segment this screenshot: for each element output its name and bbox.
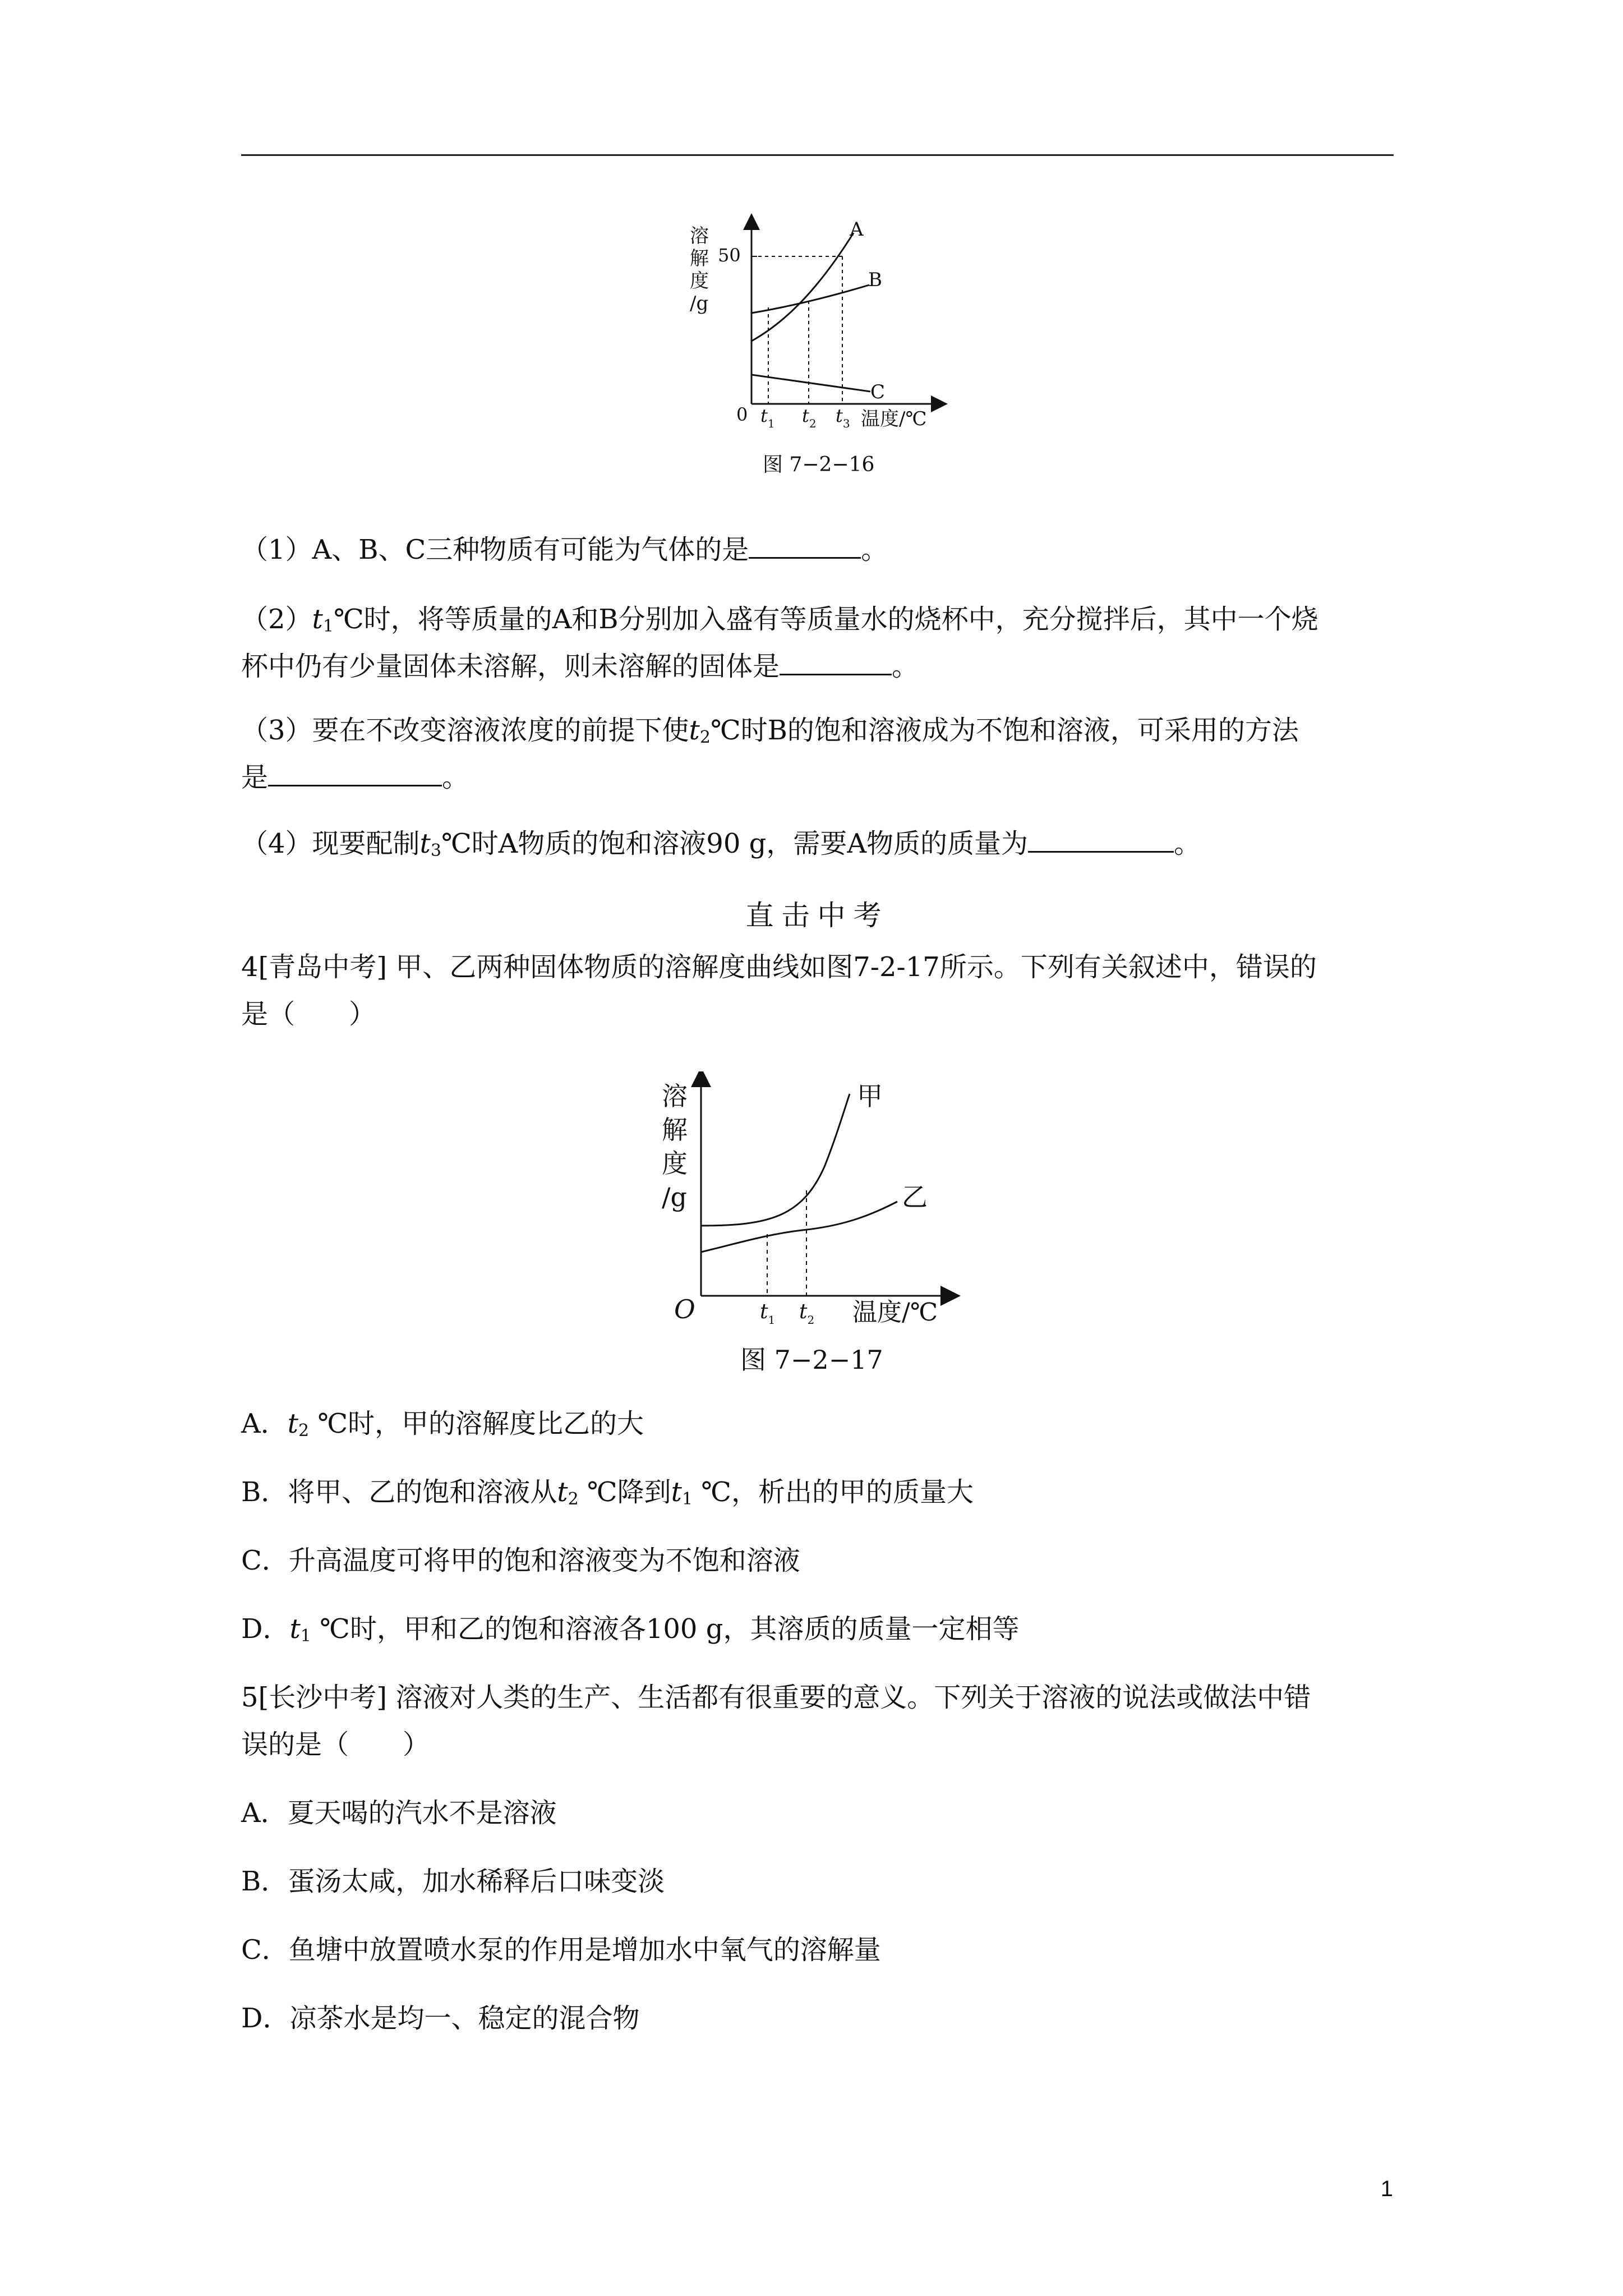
q3-part4-text-b: ℃时A物质的饱和溶液90 g，需要A物质的质量为 [441,828,1029,859]
t-symbol: t [287,1408,298,1439]
y-axis-label-2: 解 [690,247,709,270]
t-subscript: 1 [300,1626,311,1646]
t-subscript: 3 [430,841,441,861]
t-subscript: 2 [699,728,711,747]
option-label: A． [241,1408,288,1439]
q3-part3-text-b: ℃时B的饱和溶液成为不饱和溶液，可采用的方法 [710,715,1299,746]
answer-blank[interactable] [749,532,861,559]
y-axis-label-3: 度 [662,1148,688,1179]
q4-stem-line2: 是（ ） [241,999,376,1030]
tick-t1: $t_1$ [760,405,775,430]
option-text: ℃时，甲和乙的饱和溶液各100 g，其溶质的质量一定相等 [311,1613,1020,1645]
q3-part4 [241,820,1394,875]
q4-option-b [241,1469,1394,1523]
y-axis-label-3: 度 [690,270,709,292]
q3-part2-end: 。 [892,651,919,682]
option-text-mid: ℃降到 [578,1476,671,1508]
t-symbol: t [312,604,323,635]
y-axis-label-4: /g [690,292,709,315]
answer-blank[interactable] [780,649,892,675]
option-text-end: ℃，析出的甲的质量大 [693,1476,974,1508]
origin-label: O [674,1294,695,1324]
curve-c [751,375,870,392]
curve-a [751,233,854,341]
q4-option-d [241,1605,1394,1660]
origin-label: 0 [736,404,748,425]
t-subscript: 1 [681,1489,693,1509]
q5-option-b: B．蛋汤太咸，加水稀释后口味变淡 [241,1866,665,1897]
figure-7-2-16 [662,213,953,482]
q3-part2-label: （2） [241,604,312,635]
y-axis-label-2: 解 [662,1115,688,1145]
q5-option-c: C．鱼塘中放置喷水泵的作用是增加水中氧气的溶解量 [241,1934,881,1966]
curve-label-c: C [870,381,886,403]
answer-blank[interactable] [268,760,442,786]
solubility-chart-abc [662,213,953,482]
curve-label-yi: 乙 [902,1182,928,1212]
section-title: 直击中考 [745,899,889,932]
curve-yi [701,1202,897,1252]
t-subscript: 2 [568,1489,579,1509]
q3-part3-end: 。 [442,762,469,793]
figure-7-2-17 [656,1071,970,1386]
t-symbol: t [689,715,700,746]
answer-blank[interactable] [1028,826,1174,853]
q3-part3-line1 [241,707,1394,761]
figure-caption: 图 7−2−16 [763,453,875,476]
q3-part4-end: 。 [1174,828,1201,859]
t-symbol: t [419,828,431,859]
q3-part1 [241,526,1394,573]
curve-b [751,285,869,313]
q5-stem-line1: 5[长沙中考] 溶液对人类的生产、生活都有很重要的意义。下列关于溶液的说法或做法中错 [241,1682,1311,1713]
tick-t1: $t_1$ [760,1300,776,1327]
tick-t3: $t_3$ [836,405,850,430]
option-label: D． [241,1613,290,1645]
page-number: 1 [1380,2177,1393,2201]
option-text: B．将甲、乙的饱和溶液从 [241,1476,557,1508]
t-symbol: t [671,1476,682,1508]
q3-part4-text: （4）现要配制 [241,828,420,859]
q3-part2-line2 [241,643,1394,690]
q4-option-a [241,1400,1394,1455]
y-axis-label-1: 溶 [662,1081,688,1111]
q3-part2-text2: 杯中仍有少量固体未溶解，则未溶解的固体是 [241,651,780,682]
x-axis-label: 温度/℃ [852,1298,938,1327]
x-axis-label: 温度/℃ [861,408,927,430]
curve-label-b: B [868,269,882,291]
header-rule [241,154,1394,156]
q3-part3-text2: 是 [241,762,269,793]
q4-stem-line1: 4[青岛中考] 甲、乙两种固体物质的溶解度曲线如图7-2-17所示。下列有关叙述中，错误的 [241,951,1317,983]
curve-label-jia: 甲 [857,1081,883,1111]
tick-t2: $t_2$ [802,405,817,430]
t-subscript: 2 [298,1421,310,1441]
curve-jia [701,1094,850,1226]
q3-part1-end: 。 [861,534,888,565]
figure-caption: 图 7−2−17 [740,1345,883,1375]
q3-part3-text: （3）要在不改变溶液浓度的前提下使 [241,715,689,746]
q4-option-c: C．升高温度可将甲的饱和溶液变为不饱和溶液 [241,1545,800,1576]
q5-option-d: D．凉茶水是均一、稳定的混合物 [241,2003,640,2034]
q5-stem-line2: 误的是（ ） [241,1729,430,1760]
solubility-chart-jia-yi [656,1071,970,1386]
t-symbol: t [289,1613,301,1645]
q5-option-a: A．夏天喝的汽水不是溶液 [241,1797,557,1829]
y-axis-label-4: /g [662,1182,687,1212]
option-text: ℃时，甲的溶解度比乙的大 [309,1408,644,1439]
y-axis-label-1: 溶 [690,225,709,247]
q3-part3-line2 [241,754,1394,801]
t-subscript: 1 [322,616,334,636]
curve-label-a: A [850,218,864,241]
q3-part2-line1 [241,596,1394,650]
q3-part1-text: （1）A、B、C三种物质有可能为气体的是 [241,534,749,565]
t-symbol: t [557,1476,568,1508]
tick-50: 50 [718,245,741,266]
q3-part2-text: ℃时，将等质量的A和B分别加入盛有等质量水的烧杯中，充分搅拌后，其中一个烧 [333,604,1318,635]
tick-t2: $t_2$ [799,1300,815,1327]
